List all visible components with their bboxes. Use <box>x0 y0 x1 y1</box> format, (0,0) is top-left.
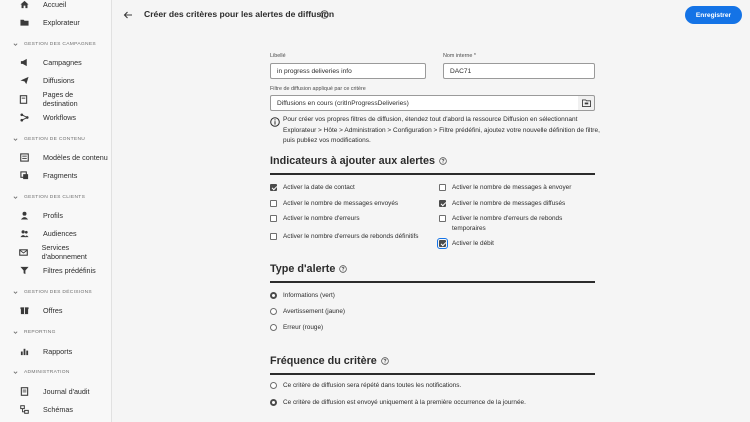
section-customers[interactable] <box>12 192 109 202</box>
log-icon <box>17 385 31 397</box>
frequency-title: Fréquence du critère <box>270 355 389 367</box>
sidebar-item-label: Offres <box>43 305 63 315</box>
section-divider <box>270 281 595 283</box>
subscription-icon <box>17 246 30 258</box>
sidebar-item-label: Services d'abonnement <box>41 243 87 261</box>
radio-dot <box>270 292 277 299</box>
section-decisions[interactable] <box>12 287 109 297</box>
filter-icon <box>17 264 31 276</box>
sidebar-item-reports[interactable] <box>5 343 109 359</box>
sidebar-item-label: Campagnes <box>43 57 82 67</box>
page-icon <box>17 93 31 105</box>
offer-icon <box>17 304 31 316</box>
user-icon <box>17 209 31 221</box>
section-label: REPORTING <box>24 329 56 335</box>
sidebar-item-label: Audiences <box>43 228 77 238</box>
filter-input[interactable]: Diffusions en cours (critInProgressDeliveries) <box>270 95 579 111</box>
radio-dot <box>270 382 277 389</box>
chevron-down-icon <box>12 194 18 200</box>
section-content[interactable] <box>12 134 109 144</box>
sidebar-item-offers[interactable] <box>5 302 109 318</box>
checkbox-box <box>270 184 277 191</box>
sidebar-item-label: Explorateur <box>43 17 80 27</box>
sidebar-item-label: Pages de destination <box>42 90 78 108</box>
radio-info-green[interactable]: Informations (vert) <box>270 292 335 299</box>
checkbox-box <box>439 184 446 191</box>
chevron-down-icon <box>12 329 18 335</box>
sidebar-item-profiles[interactable] <box>5 207 109 223</box>
indicators-title: Indicateurs à ajouter aux alertes <box>270 155 447 167</box>
radio-dot <box>270 308 277 315</box>
sidebar-item-audiences[interactable] <box>5 225 109 241</box>
save-button[interactable]: Enregistrer <box>685 6 742 24</box>
chevron-down-icon <box>12 289 18 295</box>
sidebar-item-label: Accueil <box>43 0 67 9</box>
send-icon <box>17 74 31 86</box>
sidebar-item-workflows[interactable] <box>5 109 109 125</box>
chevron-down-icon <box>12 136 18 142</box>
section-label: ADMINISTRATION <box>24 369 70 375</box>
radio-first-occurrence-only[interactable]: Ce critère de diffusion est envoyé uniquement à la première occurrence de la journée. <box>270 399 526 406</box>
home-icon <box>17 0 31 10</box>
section-label: GESTION DES DÉCISIONS <box>24 289 92 295</box>
section-divider <box>270 373 595 375</box>
page-title: Créer des critères pour les alertes de diffusion <box>144 9 335 19</box>
sidebar-item-deliveries[interactable] <box>5 72 109 88</box>
radio-dot <box>270 399 277 406</box>
label-input[interactable]: in progress deliveries info <box>270 63 426 79</box>
section-label: GESTION DES CAMPAGNES <box>24 41 96 47</box>
sidebar-item-home[interactable] <box>5 0 109 12</box>
section-reporting[interactable] <box>12 327 109 337</box>
sidebar-item-label: Schémas <box>43 404 73 414</box>
alert-type-title: Type d'alerte <box>270 263 347 275</box>
folder-open-icon <box>582 99 591 107</box>
sidebar-item-landing-pages[interactable] <box>5 91 109 107</box>
filter-label: Filtre de diffusion appliqué par ce critère <box>270 86 366 92</box>
help-icon[interactable] <box>381 357 389 365</box>
back-arrow-icon[interactable] <box>121 8 135 22</box>
info-icon <box>270 117 280 127</box>
schema-icon <box>17 403 31 415</box>
radio-dot <box>270 324 277 331</box>
campaign-icon <box>17 56 31 68</box>
section-administration[interactable] <box>12 367 109 377</box>
checkbox-soft-bounces[interactable]: Activer le nombre d'erreurs de rebonds temporaires <box>439 214 569 234</box>
sidebar-item-content-templates[interactable] <box>5 149 109 165</box>
sidebar-item-label: Journal d'audit <box>43 386 90 396</box>
sidebar-item-predefined-filters[interactable] <box>5 262 109 278</box>
info-message: Pour créer vos propres filtres de diffusion, étendez tout d'abord la ressource Diffusion en sélectionnant Explorateur > Hôte > Administration > Configuration > Filtre prédéfini, ajoutez votre nouvelle définition de filtre, puis publiez vos modifications. <box>283 116 600 145</box>
sidebar-item-label: Profils <box>43 210 63 220</box>
sidebar-item-explorer[interactable] <box>5 14 109 30</box>
section-divider <box>270 173 595 175</box>
folder-icon <box>17 16 31 28</box>
checkbox-hard-bounces[interactable]: Activer le nombre d'erreurs de rebonds définitifs <box>270 232 419 242</box>
checkbox-box <box>270 233 277 240</box>
sidebar-item-label: Diffusions <box>43 75 75 85</box>
sidebar-item-label: Fragments <box>43 170 78 180</box>
sidebar <box>0 0 112 422</box>
template-icon <box>17 151 31 163</box>
checkbox-messages-sent[interactable]: Activer le nombre de messages envoyés <box>270 199 398 209</box>
chevron-down-icon <box>12 41 18 47</box>
internal-name-input[interactable]: DAC71 <box>443 63 595 79</box>
sidebar-item-label: Modèles de contenu <box>43 152 108 162</box>
sidebar-item-fragments[interactable] <box>5 167 109 183</box>
help-icon[interactable] <box>439 157 447 165</box>
help-icon[interactable] <box>339 265 347 273</box>
sidebar-item-campaigns[interactable] <box>5 54 109 70</box>
checkbox-errors[interactable]: Activer le nombre d'erreurs <box>270 214 360 224</box>
radio-error-red[interactable]: Erreur (rouge) <box>270 324 323 331</box>
checkbox-box <box>439 215 446 222</box>
radio-warning-yellow[interactable]: Avertissement (jaune) <box>270 308 345 315</box>
checkbox-box <box>439 200 446 207</box>
checkbox-contact-date[interactable]: Activer la date de contact <box>270 183 355 193</box>
sidebar-item-label: Filtres prédéfinis <box>43 265 96 275</box>
checkbox-box <box>270 215 277 222</box>
folder-picker-button[interactable] <box>578 95 595 111</box>
chart-icon <box>17 345 31 357</box>
internal-name-label: Nom interne * <box>443 53 476 59</box>
chevron-down-icon <box>12 369 18 375</box>
checkbox-messages-delivered[interactable]: Activer le nombre de messages diffusés <box>439 199 565 209</box>
section-campaigns[interactable] <box>12 39 109 49</box>
sidebar-item-subscription-services[interactable] <box>5 244 109 260</box>
sidebar-item-label: Workflows <box>43 112 77 122</box>
checkbox-messages-to-send[interactable]: Activer le nombre de messages à envoyer <box>439 183 571 193</box>
sidebar-item-schemas[interactable] <box>5 401 109 417</box>
help-icon[interactable] <box>320 10 329 19</box>
section-label: GESTION DES CLIENTS <box>24 194 86 200</box>
checkbox-box <box>439 240 446 247</box>
label-field-label: Libellé <box>270 53 286 59</box>
checkbox-throughput[interactable]: Activer le débit <box>439 239 494 249</box>
page-header <box>112 0 750 30</box>
checkbox-box <box>270 200 277 207</box>
sidebar-item-audit-log[interactable] <box>5 383 109 399</box>
audience-icon <box>17 227 31 239</box>
radio-repeat-all-notifications[interactable]: Ce critère de diffusion sera répété dans toutes les notifications. <box>270 382 461 389</box>
workflow-icon <box>17 111 31 123</box>
sidebar-item-label: Rapports <box>43 346 73 356</box>
fragment-icon <box>17 169 31 181</box>
section-label: GESTION DE CONTENU <box>24 136 86 142</box>
